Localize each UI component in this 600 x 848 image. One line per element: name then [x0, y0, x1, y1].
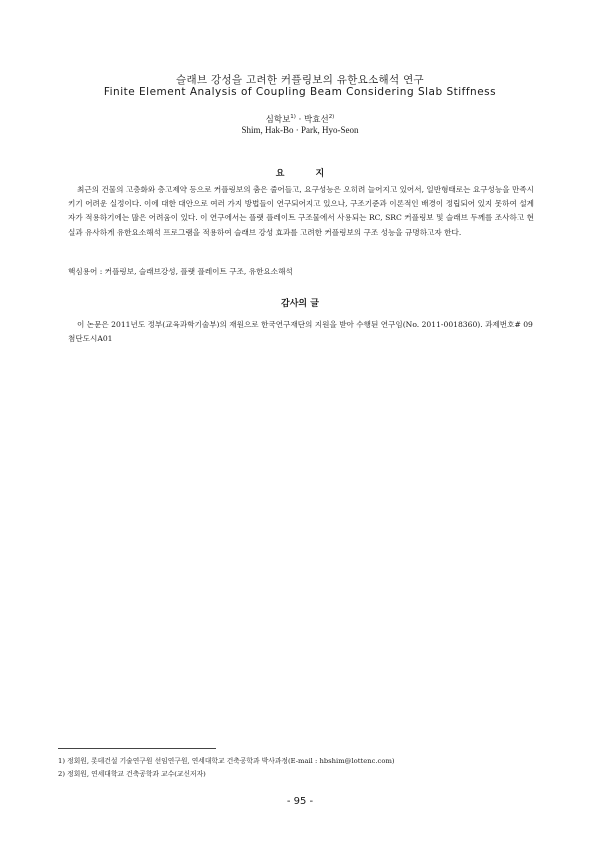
- footnote-1: 1) 정회원, 롯데건설 기술연구원 선임연구원, 연세대학교 건축공학과 박사과정(E-mail : hbshim@lottenc.com): [58, 757, 395, 765]
- author2-name: 박효선: [304, 115, 329, 125]
- acknowledgement-heading: 감사의 글: [281, 299, 319, 309]
- abstract-body: 최근의 건물의 고층화와 층고제약 등으로 커플링보의 춤은 줄어들고, 요구성능은 오히려 늘어지고 있어서, 일반형태로는 요구성능을 만족시키기 어려운 실정이다. 이에 대한 대안으로 여러 가지 방법들이 연구되어지고 있으나, 구조기준과 이론적인 배경이 정립되어 있지 못하여 설계자가 적용하기에는 많은 어려움이 있다. 이 연구에서는 플랫 플레이트 구조물에서 사용되는 RC, SRC 커플링보 및 슬래브 두께를 조사하고 현실과 유사하게 유한요소해석 프로그램을 적용하여 슬래브 강성 효과를 고려한 커플링보의 구조 성능을 규명하고자 한다.: [68, 185, 534, 237]
- keywords: 핵심용어 : 커플링보, 슬래브강성, 플랫 플레이트 구조, 유한요소해석: [68, 267, 293, 276]
- acknowledgement-body: 이 논문은 2011년도 정부(교육과학기술부)의 재원으로 한국연구재단의 지원을 받아 수행된 연구임(No. 2011-0018360). 과제번호# 09 첨단도시A01: [68, 320, 533, 344]
- paper-title-korean: 슬래브 강성을 고려한 커플링보의 유한요소해석 연구: [176, 74, 424, 86]
- footnote-divider: [58, 748, 216, 749]
- author1-footnote-mark: 1): [290, 114, 296, 121]
- authors-english: Shim, Hak-Bo · Park, Hyo-Seon: [241, 125, 359, 135]
- author2-footnote-mark: 2): [328, 114, 335, 121]
- page-number: - 95 -: [286, 796, 314, 807]
- authors-korean: [0, 113, 600, 125]
- paper-title-english: Finite Element Analysis of Coupling Beam Considering Slab Stiffness: [103, 86, 497, 98]
- author1-name: 심학보: [265, 115, 291, 125]
- footnote-2: 2) 정회원, 연세대학교 건축공학과 교수(교신저자): [58, 770, 206, 778]
- abstract-heading: 요 지: [275, 169, 339, 179]
- author-separator: ·: [295, 115, 305, 125]
